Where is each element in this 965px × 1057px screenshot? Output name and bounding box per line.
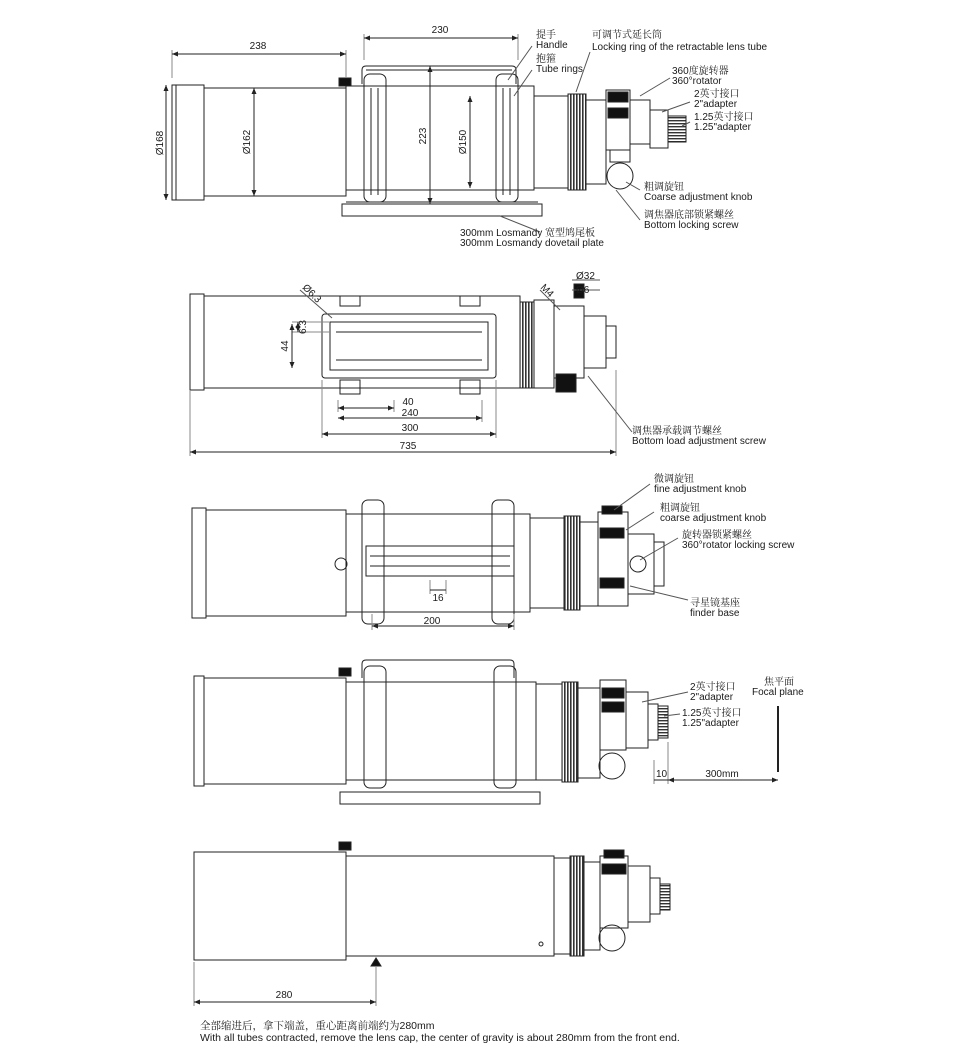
label-v4-adapter125-cn: 1.25英寸接口: [682, 708, 742, 719]
coarse-knob: [607, 163, 633, 189]
label-v4-adapter125-en: 1.25"adapter: [682, 718, 739, 729]
dim-200: 200: [423, 616, 441, 627]
tube-ring-front: [364, 74, 386, 202]
handle-screw: [339, 78, 351, 86]
handle: [362, 66, 516, 84]
label-rings-en: Tube rings: [536, 64, 583, 75]
dim-d32: Ø32: [576, 271, 595, 282]
label-coarse3-cn: 粗调旋钮: [660, 503, 700, 514]
label-focal-en: Focal plane: [752, 687, 804, 698]
label-finder-cn: 寻星镜基座: [690, 598, 740, 609]
label-handle-en: Handle: [536, 40, 568, 51]
dew-shield-top: [192, 508, 206, 618]
dovetail-plate: [342, 204, 542, 216]
label-bottom-lock-en: Bottom locking screw: [644, 220, 739, 231]
dew-shield-bottom: [190, 294, 204, 390]
label-rings-cn: 抱箍: [536, 54, 556, 65]
dim-m4: M4: [537, 282, 556, 300]
label-fine-cn: 微调旋钮: [654, 474, 694, 485]
dim-238: 238: [249, 41, 267, 52]
dovetail-plate-bottom: [322, 314, 496, 378]
dim-150: Ø150: [458, 129, 469, 155]
label-rot-lock-en: 360°rotator locking screw: [682, 540, 795, 551]
dim-10: 10: [656, 769, 668, 780]
contracted-tube: [194, 852, 346, 960]
dim-16: 16: [432, 593, 444, 604]
label-rotator-cn: 360度旋转器: [672, 66, 729, 77]
label-adapter2-en: 2"adapter: [694, 99, 738, 110]
label-rotator-en: 360°rotator: [672, 76, 722, 87]
dim-44: 44: [280, 340, 291, 352]
label-finder-en: finder base: [690, 608, 740, 619]
dim-735: 735: [399, 441, 417, 452]
label-v4-adapter2-cn: 2英寸接口: [690, 682, 736, 693]
label-dovetail-en: 300mm Losmandy dovetail plate: [460, 238, 604, 249]
label-focal-cn: 焦平面: [764, 677, 794, 688]
label-bottom-load-en: Bottom load adjustment screw: [632, 436, 766, 447]
dim-d63: Ø6.3: [299, 282, 323, 306]
dim-280: 280: [275, 990, 293, 1001]
label-adapter2-cn: 2英寸接口: [694, 89, 740, 100]
caption-en: With all tubes contracted, remove the lens cap, the center of gravity is about 280mm from the front end.: [200, 1032, 680, 1044]
dim-40: 40: [402, 397, 414, 408]
label-adapter125-cn: 1.25英寸接口: [694, 112, 754, 123]
label-coarse3-en: coarse adjustment knob: [660, 513, 767, 524]
label-rot-lock-cn: 旋转器锁紧螺丝: [682, 530, 752, 541]
dim-168: Ø168: [155, 130, 166, 156]
label-handle-cn: 提手: [536, 30, 556, 41]
label-bottom-load-cn: 调焦器承载调节螺丝: [632, 426, 722, 437]
label-dovetail-cn: 300mm Losmandy 宽型鸠尾板: [460, 228, 596, 239]
dim-63: 6.3: [298, 320, 309, 334]
dim-223: 223: [418, 127, 429, 145]
main-tube: [204, 88, 346, 196]
center-of-gravity-marker: [371, 958, 381, 966]
label-adapter125-en: 1.25"adapter: [694, 122, 751, 133]
label-locking-ring-cn: 可调节式延长筒: [592, 30, 662, 41]
dew-shield: [172, 85, 204, 200]
dim-300: 300: [401, 423, 419, 434]
label-bottom-lock-cn: 调焦器底部锁紧螺丝: [644, 210, 734, 221]
view-contracted-5: [194, 842, 670, 1006]
tube-ring-rear: [496, 74, 518, 202]
label-locking-ring-en: Locking ring of the retractable lens tube: [592, 42, 768, 53]
dim-162: Ø162: [242, 129, 253, 155]
dim-230: 230: [431, 25, 449, 36]
label-coarse-en: Coarse adjustment knob: [644, 192, 753, 203]
main-tube-bottom: [204, 296, 520, 388]
label-v4-adapter2-en: 2"adapter: [690, 692, 734, 703]
main-tube-top: [206, 510, 346, 616]
dim-240: 240: [401, 408, 419, 419]
caption-cn: 全部缩进后，拿下端盖，重心距离前端约为280mm: [200, 1020, 435, 1032]
label-coarse-cn: 粗调旋钮: [644, 182, 684, 193]
view-top-3: [192, 484, 688, 630]
dim-300mm: 300mm: [705, 769, 739, 780]
label-fine-en: fine adjustment knob: [654, 484, 747, 495]
dim-d6: Ø6: [576, 285, 590, 296]
top-ring-front: [362, 500, 384, 624]
focuser-ridged-ring: [568, 94, 586, 190]
top-ring-rear: [492, 500, 514, 624]
